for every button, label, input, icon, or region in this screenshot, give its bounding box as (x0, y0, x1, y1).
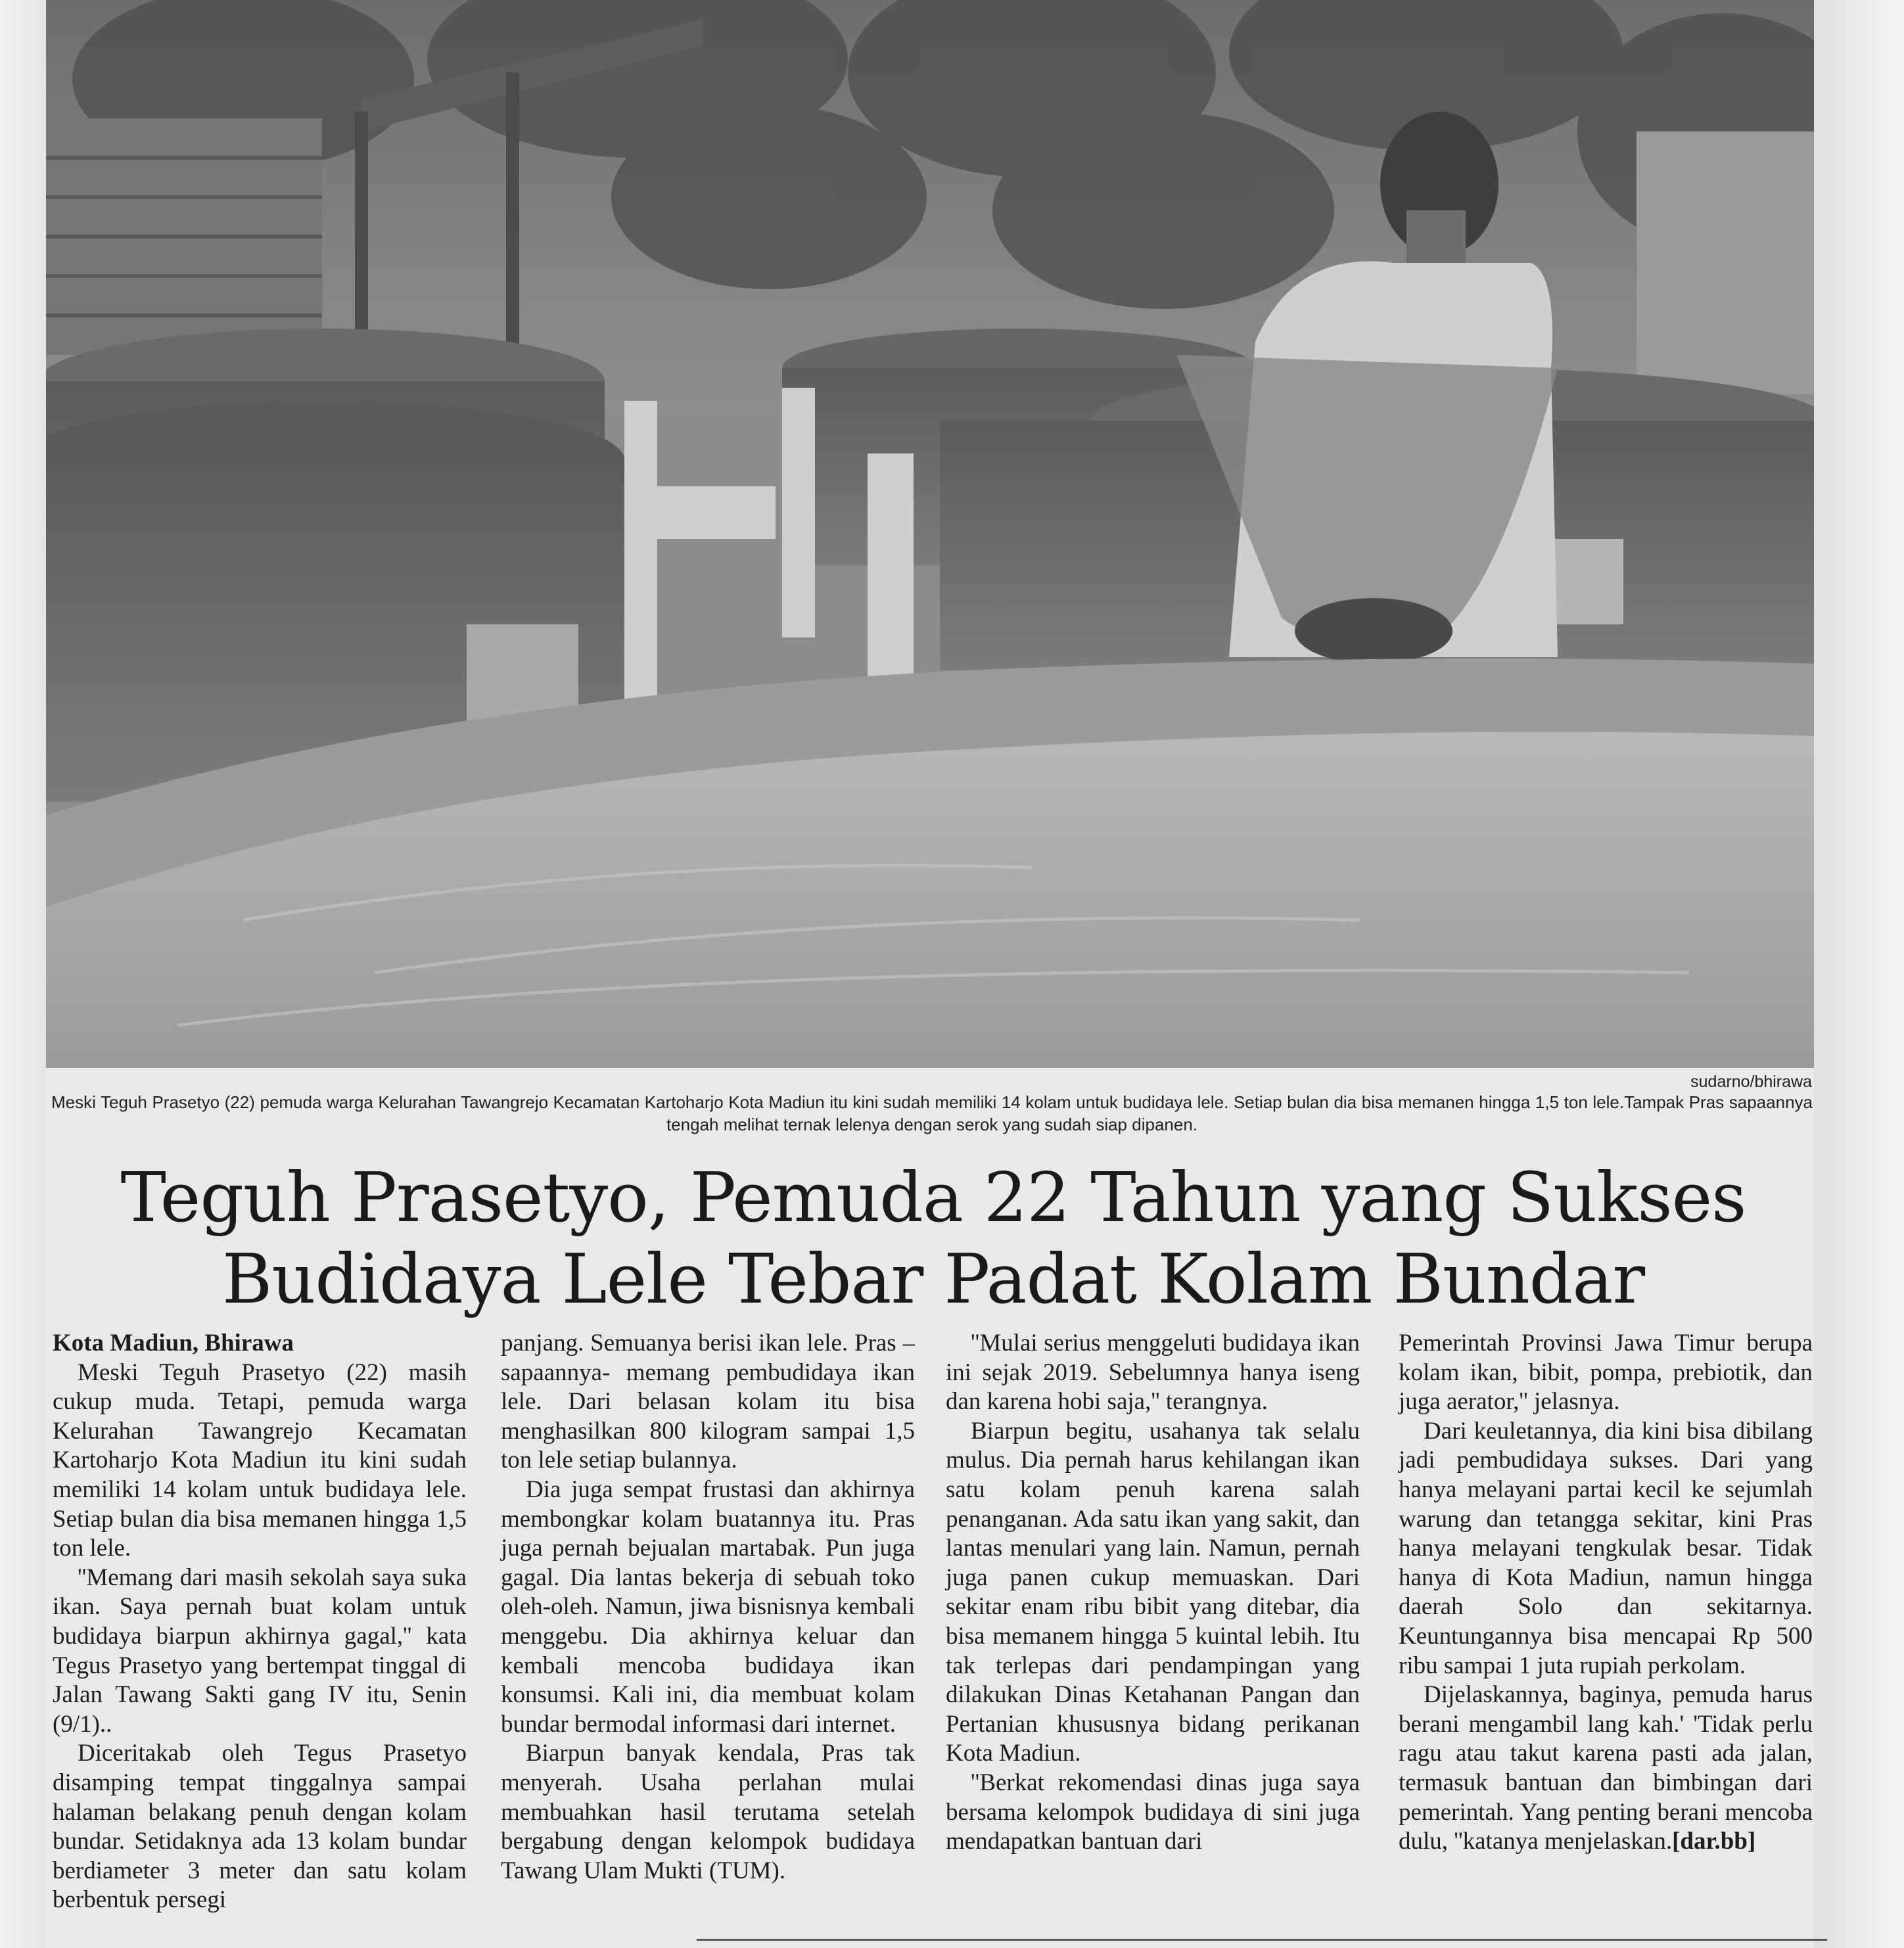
article-body (50, 1329, 1824, 1914)
paragraph: Biarpun banyak kendala, Pras tak menyerah. Usaha perlahan mulai membuahkan hasil terutama setelah bergabung dengan kelompok budidaya Tawang Ulam Mukti (TUM). (501, 1740, 915, 1884)
paragraph: Pemerintah Provinsi Jawa Timur berupa kolam ikan, bibit, pompa, prebiotik, dan juga aerator,'' jelasnya. (1399, 1330, 1813, 1416)
article-photo (46, 0, 1814, 1068)
paragraph: Dari keuletannya, dia kini bisa dibilang jadi pembudidaya sukses. Dari yang hanya melayani partai kecil ke sejumlah warung dan tetangga sekitar, kini Pras hanya melayani tengkulak besar. Tidak hanya di Kota Madiun, namun hingga daerah Solo dan sekitarnya. Keuntungannya bisa mencapai Rp 500 ribu sampai 1 juta rupiah perkolam. (1399, 1417, 1813, 1679)
headline-line-1: Teguh Prasetyo, Pemuda 22 Tahun yang Sukses (120, 1157, 1746, 1238)
photo-credit: sudarno/bhirawa (1690, 1073, 1812, 1091)
paragraph: ''Memang dari masih sekolah saya suka ikan. Saya pernah buat kolam untuk budidaya biarpun akhirnya gagal,'' kata Tegus Prasetyo yang bertempat tinggal di Jalan Tawang Sakti gang IV itu, Senin (9/1).. (53, 1564, 467, 1738)
article-column-3 (946, 1329, 1360, 1857)
paragraph: Biarpun begitu, usahanya tak selalu mulus. Dia pernah harus kehilangan ikan satu kolam penuh karena salah penanganan. Ada satu ikan yang sakit, dan lantas menulari yang lain. Namun, pernah juga panen cukup memuaskan. Dari sekitar enam ribu bibit yang ditebar, dia bisa memanem hingga 5 kuintal lebih. Itu tak terlepas dari pendampingan yang dilakukan Dinas Ketahanan Pangan dan Pertanian khususnya bidang perikanan Kota Madiun. (946, 1417, 1360, 1767)
page-fold-right (1814, 0, 1904, 1948)
page-fold-left (0, 0, 46, 1948)
paragraph: Meski Teguh Prasetyo (22) masih cukup muda. Tetapi, pemuda warga Kelurahan Tawangrejo Kecamatan Kartoharjo Kota Madiun itu kini sudah memiliki 14 kolam untuk budidaya lele. Setiap bulan dia bisa memanen hingga 1,5 ton lele. (53, 1358, 467, 1562)
paragraph: Dia juga sempat frustasi dan akhirnya membongkar kolam buatannya itu. Pras juga pernah bejualan martabak. Pun juga gagal. Dia lantas bekerja di sebuah toko oleh-oleh. Namun, jiwa bisnisnya kembali menggebu. Dia akhirnya keluar dan kembali mencoba budidaya ikan konsumsi. Kali ini, dia membuat kolam bundar bermodal informasi dari internet. (501, 1475, 915, 1738)
author-signature: [dar.bb] (1672, 1828, 1756, 1855)
article-column-4 (1399, 1329, 1813, 1857)
paragraph (1399, 1681, 1813, 1857)
photo-caption: Meski Teguh Prasetyo (22) pemuda warga Kelurahan Tawangrejo Kecamatan Kartoharjo Kota Madiun itu kini sudah memiliki 14 kolam untuk budidaya lele. Setiap bulan dia bisa memanen hingga 1,5 ton lele.Tampak Pras sapaannya tengah melihat ternak lelenya dengan serok yang sudah siap dipanen. (51, 1092, 1813, 1134)
article-column-1 (53, 1329, 467, 1915)
bottom-rule (697, 1939, 1827, 1941)
headline-line-2: Budidaya Lele Tebar Padat Kolam Bundar (221, 1239, 1645, 1319)
paragraph: panjang. Semuanya berisi ikan lele. Pras –sapaannya- memang pembudidaya ikan lele. Dari belasan kolam itu bisa menghasilkan 800 kilogram sampai 1,5 ton lele setiap bulannya. (501, 1330, 915, 1474)
paragraph-text: Dijelaskannya, baginya, pemuda harus berani mengambil lang kah.' 'Tidak perlu ragu atau takut karena pasti ada jalan, termasuk bantuan dan bimbingan dari pemerintah. Yang penting berani mencoba dulu, ''katanya menjelaskan. (1399, 1681, 1813, 1855)
article-column-2 (501, 1329, 915, 1886)
paragraph: ''Mulai serius menggeluti budidaya ikan ini sejak 2019. Sebelumnya hanya iseng dan karena hobi saja,'' terangnya. (946, 1330, 1360, 1416)
paragraph: ''Berkat rekomendasi dinas juga saya bersama kelompok budidaya di sini juga mendapatkan bantuan dari (946, 1769, 1360, 1855)
dateline: Kota Madiun, Bhirawa (53, 1330, 294, 1357)
headline (59, 1157, 1807, 1320)
paragraph: Diceritakab oleh Tegus Prasetyo disamping tempat tinggalnya sampai halaman belakang penuh dengan kolam bundar. Setidaknya ada 13 kolam bundar berdiameter 3 meter dan satu kolam berbentuk persegi (53, 1740, 467, 1914)
